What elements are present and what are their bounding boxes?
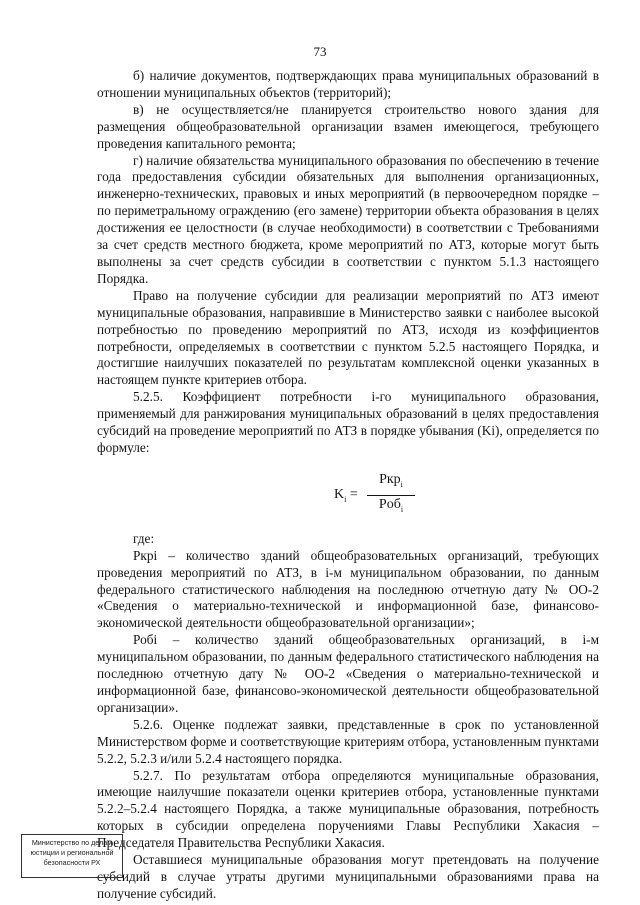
paragraph-right-to-subsidy: Право на получение субсидии для реализации мероприятий по АТЗ имеют муниципальные образования, направившие в Министерство заявки с наиболее высокой потребностью по проведению мероприятий по АТЗ, исходя из коэффициентов потребности, определяемых в соответствии с пунктом 5.2.5 настоящего Порядка, и достигшие наилучших показателей по результатам комплексной оценки указанных в настоящем пункте критериев отбора.	[97, 287, 599, 388]
formula-lhs: $K_i$ =	[334, 486, 358, 504]
page-number: 73	[313, 44, 327, 59]
paragraph-pob-definition: Робi – количество зданий общеобразовательных организаций, в i-м муниципальном образовании, по данным федерального статистического наблюдения на последнюю отчетную дату № ОО-2 «Сведения о материально-технической и информационной базе, финансово-экономической деятельности общеобразовательной организации».	[97, 632, 599, 715]
paragraph-v: в) не осуществляется/не планируется строительство нового здания для размещения общеобразовательной организации взамен имеющегося, требующего проведения капитального ремонта;	[97, 101, 599, 151]
document-body	[97, 68, 599, 903]
paragraph-5-2-6: 5.2.6. Оценке подлежат заявки, представленные в срок по установленной Министерством форме и соответствующие критериям отбора, установленным пунктами 5.2.2, 5.2.3 и/или 5.2.4 настоящего порядка.	[97, 716, 599, 766]
paragraph-5-2-7: 5.2.7. По результатам отбора определяются муниципальные образования, имеющие наилучшие показатели оценки критериев отбора, установленные пунктами 5.2.2–5.2.4 настоящего Порядка, а также муниципальные образования, потребность которых в субсидии определена поручениями Главы Республики Хакасия – Председателя Правительства Республики Хакасия.	[97, 767, 599, 851]
formula-numerator: Pкр$_i$	[367, 472, 415, 496]
stamp-line: Министерство по делам	[31, 838, 113, 847]
ministry-stamp	[21, 834, 123, 878]
formula-denominator: Poб$_i$	[378, 496, 404, 514]
paragraph-pkr-definition: Ркрi – количество зданий общеобразовательных организаций, требующих проведения мероприятий по АТЗ, в i-м муниципальном образовании, по данным федерального статистического наблюдения на последнюю отчетную дату № ОО-2 «Сведения о материально-технической и информационной базе, финансово-экономической деятельности общеобразовательной организации»;	[97, 547, 599, 631]
paragraph-remaining: Оставшиеся муниципальные образования могут претендовать на получение субсидий в случае утраты другими муниципальными образованиями права на получение субсидий.	[97, 852, 599, 901]
stamp-line: юстиции и региональной	[30, 848, 114, 857]
stamp-line: безопасности РХ	[43, 858, 101, 867]
formula-fraction	[367, 472, 415, 518]
where-label: где:	[133, 530, 155, 546]
paragraph-5-2-5: 5.2.5. Коэффициент потребности i-го муниципального образования, применяемый для ранжирования муниципальных образований в целях предоставления субсидий на проведение мероприятий по АТЗ в порядке убывания (Ki), определяется по формуле:	[97, 389, 599, 455]
paragraph-g: г) наличие обязательства муниципального образования по обеспечению в течение года предоставления субсидии обязательных для выполнения организационных, инженерно-технических, правовых и иных мероприятий (в первоочередном порядке – по периметральному ограждению (его замене) территории объекта образования в целях достижения ее целостности (в случае необходимости) в соответствии с Требованиями за счет средств местного бюджета, кроме мероприятий по АТЗ, которые могут быть выполнены за счет средств субсидии в соответствии с пунктом 5.1.3 настоящего Порядка.	[97, 152, 599, 286]
paragraph-b: б) наличие документов, подтверждающих права муниципальных образований в отношении муниципальных объектов (территорий);	[97, 68, 599, 100]
coefficient-formula	[97, 467, 599, 527]
